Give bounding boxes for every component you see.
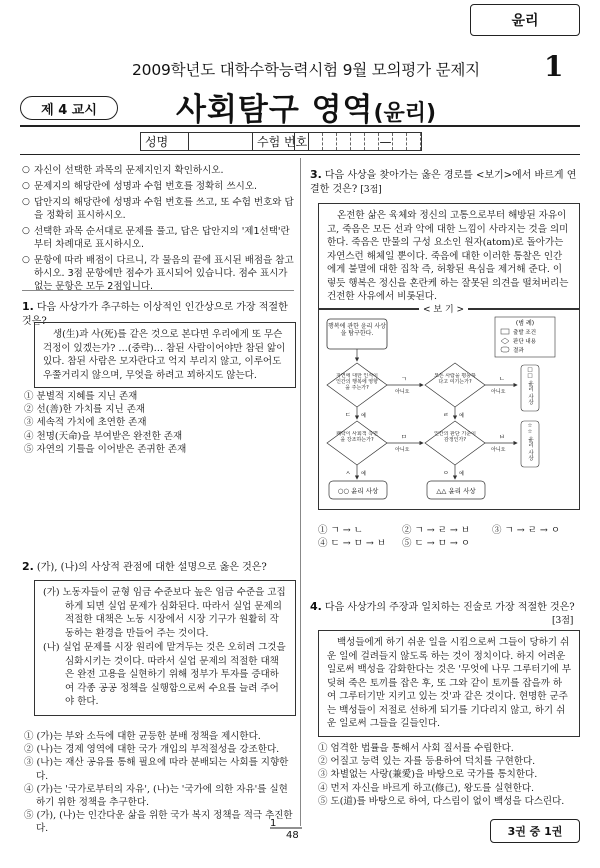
option[interactable]: ③ ㄱ → ㄹ → ㅇ [492,525,561,536]
header-rule-bottom [20,154,580,155]
q1-passage: 생(生)과 사(死)를 같은 것으로 본다면 우리에게 또 무슨 걱정이 있겠는가? …(중략)… 참된 사람이어야만 참된 앎이 있다. 참된 사람은 모자란다고 억지 부리지 않고, 이루어도 우쭐거리지 않으며, 무엇을 하려고 꾀하지도 않는다. [34,322,296,388]
question-number: 2. [22,560,34,573]
flow-yes: 예 [459,471,464,477]
id-cell[interactable] [309,133,323,150]
option[interactable]: ② 어질고 능력 있는 자를 등용하여 덕치를 구현한다. [318,756,536,768]
q3-flowchart [319,309,581,511]
id-cell[interactable] [393,133,407,150]
legend-result: 결과 [513,348,524,354]
id-cell[interactable] [323,133,337,150]
question-stem: (가), (나)의 사상적 관점에 대한 설명으로 옳은 것은? [36,562,267,573]
flow-d1: 자연에 대한 인식이 인간의 행복에 영향을 주는가? [336,373,378,391]
legend-question: 판단 내용 [513,339,537,345]
option[interactable]: ① (가)는 부와 소득에 대한 균등한 분배 정책을 제시한다. [24,731,261,742]
question-number: 4. [310,600,322,613]
notice-item: ○ 선택한 과목 순서대로 문제를 풀고, 답은 답안지의 '제1선택'란부터 차례대로 표시하시오. [22,225,294,251]
notice-item: ○ 자신이 선택한 과목의 문제지인지 확인하시오. [22,164,294,177]
flow-d2: 모든 사람을 평등하다고 여기는가? [434,373,476,385]
flow-label-h: ㅇ [443,470,449,477]
flow-d4: 인간의 판단 기준이 감정인가? [434,431,476,443]
subject-tab: 윤리 [470,4,580,36]
points-label: [3점] [360,185,382,195]
option[interactable]: ③ 차별없는 사랑(兼愛)을 바탕으로 국가를 통치한다. [318,769,538,781]
points-label: [3점] [552,616,574,626]
footer-page-current: 1 [270,818,277,829]
flow-d3: 쾌락이 사회적 측면을 강조하는가? [336,431,378,443]
option[interactable]: ③ (나)는 재산 공유를 통해 필요에 따라 분배되는 사회를 지향한다. [24,757,289,782]
flow-label-e: ㅁ [401,434,407,441]
option[interactable]: ⑤ 도(道)를 바탕으로 하여, 다스림이 없이 백성을 다스린다. [318,795,565,807]
option[interactable]: ② (나)는 경제 영역에 대한 국가 개입의 부적절성을 강조한다. [24,744,280,756]
flow-label-a: ㄱ [401,376,407,383]
flow-yes: 예 [459,413,464,419]
question-3 [310,168,582,197]
q2-options [24,730,296,836]
bogi-title: < 보 기 > [419,302,468,315]
question-stem: 다음 사상가가 추구하는 이상적인 인간상으로 가장 적절한 것은? [22,302,288,327]
legend-start: 출발 조건 [513,330,537,336]
option[interactable]: ④ 먼저 자신을 바르게 하고(修己), 왕도를 실현한다. [318,782,535,794]
option[interactable]: ② 선(善)한 가치를 지닌 존재 [24,404,146,416]
notice-item: ○ 답안지의 해당란에 성명과 수험 번호를 쓰고, 또 수험 번호와 답을 정확히 표시하시오. [22,196,294,222]
q2-passage-na: (나) 실업 문제를 시장 원리에 맡겨두는 것은 오히려 그것을 심화시키는 것이다. 따라서 실업 문제의 적절한 대책은 완전 고용을 실현하기 위해 정부가 투자를 증대하여 각종 공공 정책을 실행함으로써 수요를 늘려 주어야 한다. [43,642,286,707]
flow-result-2-label: △△ 윤리 사상 [436,487,476,495]
option[interactable]: ⑤ 자연의 기틀을 이어받은 존귀한 존재 [24,443,187,455]
flow-yes: 예 [361,413,366,419]
q2-passage [34,580,296,716]
exam-title: 2009학년도 대학수학능력시험 9월 모의평가 문제지 [132,61,480,79]
name-label: 성명 [141,133,189,150]
section-title-main: 사회탐구 영역 [176,92,374,128]
flow-start: 행복에 관한 윤리 사상을 탐구한다. [328,323,386,337]
option[interactable]: ⑤ (가), (나)는 인간다운 삶을 위한 국가 복지 정책을 적극 추진한다. [24,810,293,835]
flow-no: 아니오 [395,447,410,453]
option[interactable]: ① 엄격한 법률을 통해서 사회 질서를 수립한다. [318,743,514,754]
option[interactable]: ④ 천명(天命)을 부여받은 완전한 존재 [24,430,183,442]
flow-label-b: ㄴ [499,376,505,383]
id-dash: — [379,134,392,149]
flow-no: 아니오 [491,389,506,395]
q3-bogi-box [318,305,580,510]
question-2 [22,560,294,575]
option[interactable]: ④ ㄷ → ㅁ → ㅂ [318,538,387,550]
period-badge: 제 4 교시 [20,96,118,120]
option[interactable]: ① ㄱ → ㄴ [318,525,363,536]
option[interactable]: ② ㄱ → ㄹ → ㅂ [402,525,471,536]
notice-item: ○ 문제지의 해당란에 성명과 수험 번호를 정확히 쓰시오. [22,180,294,193]
q4-points [552,614,573,628]
q4-options [318,742,582,808]
flow-label-f: ㅂ [499,434,505,441]
question-number: 3. [310,168,322,181]
q1-options [24,390,294,456]
option[interactable]: ③ 세속적 가치에 초연한 존재 [24,417,147,429]
legend-title: (범 례) [515,320,535,327]
q3-options [318,524,580,550]
option[interactable]: ④ (가)는 '국가로부터의 자유', (나)는 '국가에 의한 자유'를 실현하기 위한 정책을 추구한다. [24,783,288,809]
id-cell[interactable] [337,133,351,150]
footer-volume: 3권 중 1권 [490,819,580,843]
header-rule-top [20,125,580,127]
q4-passage: 백성들에게 하기 쉬운 일을 시킴으로써 그들이 당하기 쉬운 일에 걸려들지 않도록 하는 것이 정치이다. 하지 어려운 일로써 백성을 감화한다는 것은 '무엇에 나무 그루터기에 부딪혀 죽은 토끼를 잡은 후, 또 그와 같이 토끼를 잡을까 하여 그루터기만 지키고 있는 것'과 같은 것이다. 현명한 군주는 백성들이 저절로 선하게 되기를 기다리지 않고, 하기 쉬운 일로써 그들을 길들인다. [318,630,580,737]
question-4 [310,600,582,615]
flow-v2: ☆☆ 윤리 사상 [527,423,533,461]
option[interactable]: ① 분별적 지혜를 지닌 존재 [24,391,138,402]
id-cell[interactable] [365,133,379,150]
notice-item: ○ 문항에 따라 배점이 다르니, 각 물음의 끝에 표시된 배점을 참고하시오. 3점 문항에만 점수가 표시되어 있습니다. 점수 표시가 없는 문항은 모두 2점입니다. [22,254,294,293]
flow-yes: 예 [361,471,366,477]
exam-number-label: 수험 번호 [253,133,309,150]
flow-no: 아니오 [491,447,506,453]
exam-number-field[interactable] [252,132,422,151]
question-number: 1. [22,300,34,313]
flow-no: 아니오 [395,389,410,395]
flow-label-g: ㅅ [345,470,351,477]
notice-list [22,164,294,296]
q3-passage: 온전한 삶은 육체와 정신의 고통으로부터 해방된 자유이고, 죽음은 모든 선과 악에 대한 느낌이 사라지는 것을 의미한다. 죽음은 만물의 구성 요소인 원자(atom)로 돌아가는 자연스런 해체일 뿐이다. 죽음에 대한 이러한 통찰은 인간에게 불멸에 대한 집착 즉, 허황된 욕심을 제거해 준다. 이렇듯 행복은 정신을 혼란케 하는 잘못된 의견을 떨쳐버리는 건전한 사유에서 비롯된다. [318,203,580,310]
question-stem: 다음 사상을 찾아가는 옳은 경로를 <보기>에서 바르게 연결한 것은? [310,170,577,195]
id-cell[interactable] [407,133,421,150]
id-cell[interactable] [351,133,365,150]
page-number: 1 [544,50,564,83]
column-divider [300,158,301,826]
section-subject: (윤리) [373,101,437,126]
flow-v1: □□ 윤리 사상 [527,367,533,405]
option[interactable]: ⑤ ㄷ → ㅁ → ㅇ [402,538,471,550]
section-title [176,84,436,129]
flow-label-d: ㄹ [443,412,449,419]
notice-divider [22,290,294,291]
flow-result-1-label: ○○ 윤리 사상 [337,487,379,495]
question-stem: 다음 사상가의 주장과 일치하는 진술로 가장 적절한 것은? [324,602,575,613]
footer-page-total: 48 [286,830,299,841]
q2-passage-ga: (가) 노동자들이 균형 임금 수준보다 높은 임금 수준을 고집하게 되면 실업 문제가 심화된다. 따라서 실업 문제의 적절한 대책은 노동 시장에서 시장 기구가 원활히 작동하는 환경을 만들어 주는 것이다. [43,587,286,639]
flow-label-c: ㄷ [345,412,351,419]
